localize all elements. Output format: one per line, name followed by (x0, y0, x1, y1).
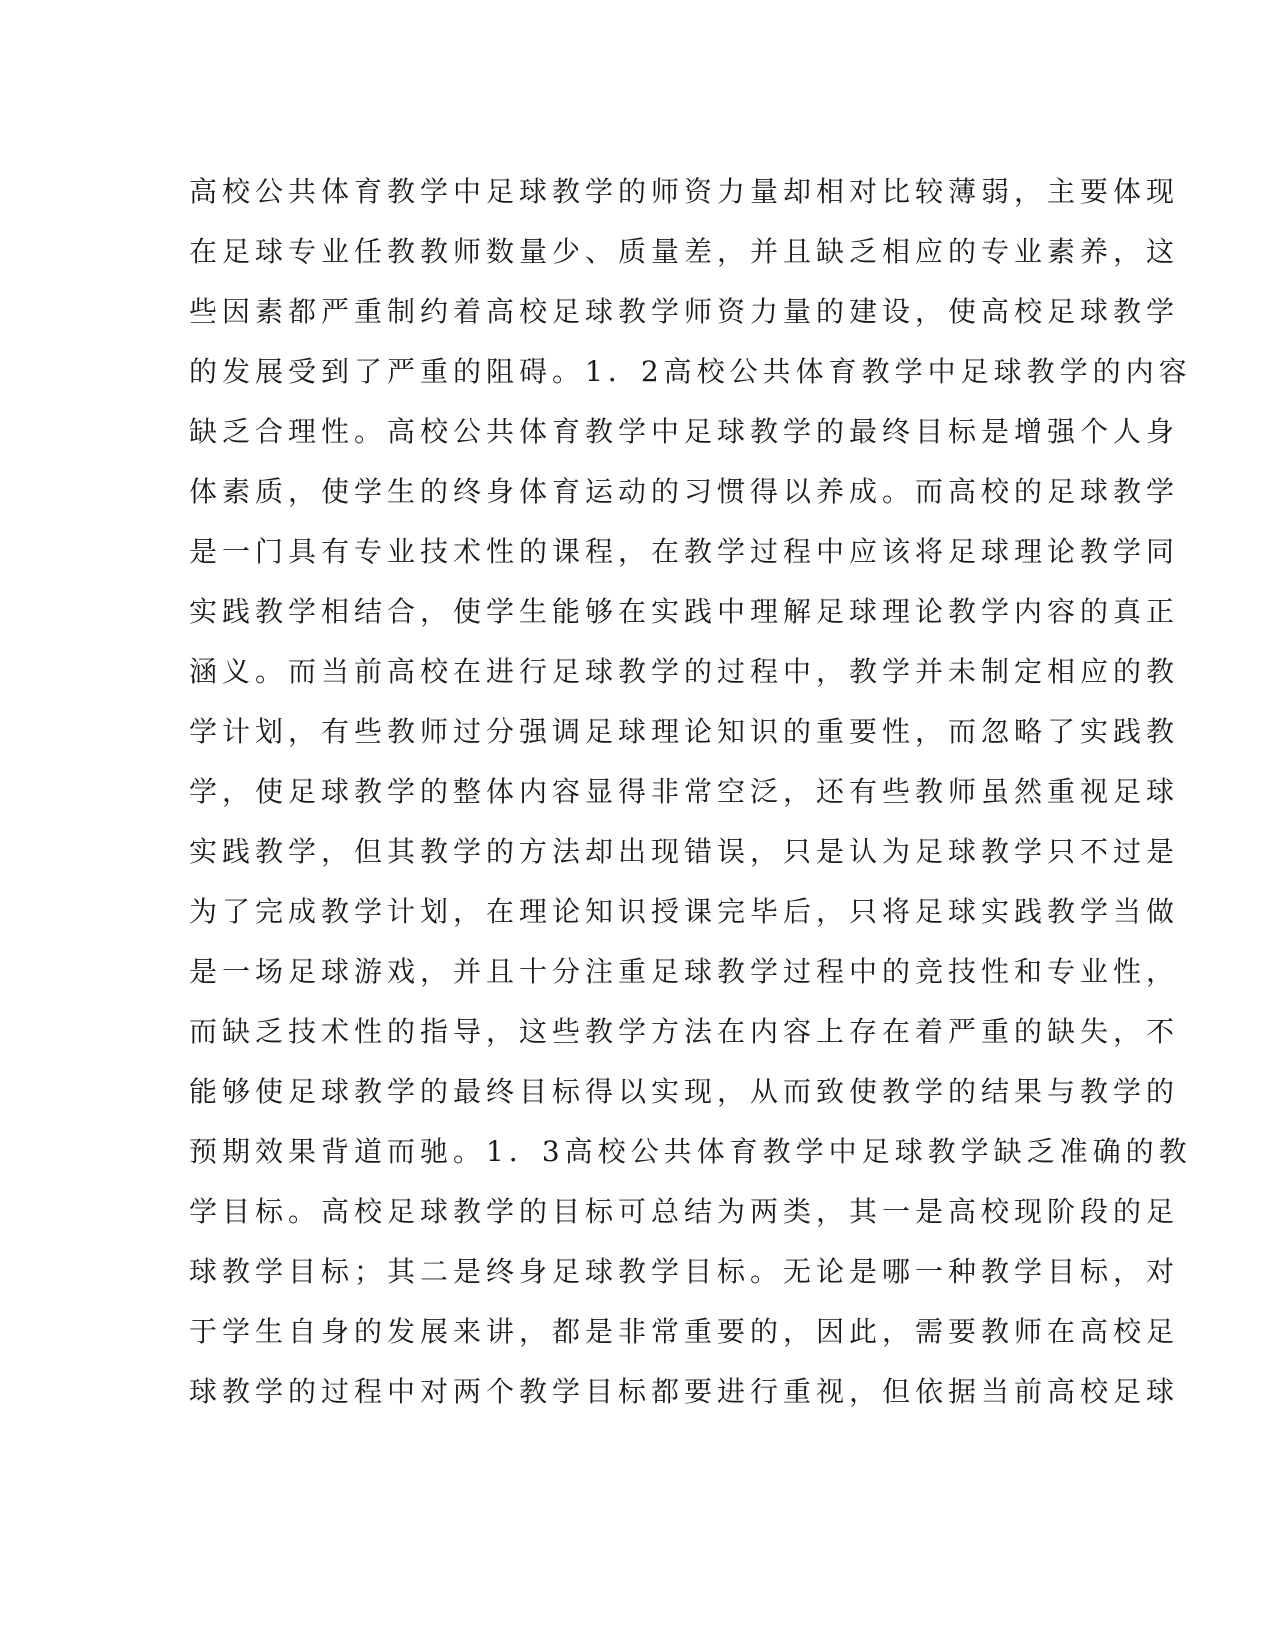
text-line: 涵义。而当前高校在进行足球教学的过程中，教学并未制定相应的教 (189, 655, 1180, 688)
text-line: 缺乏合理性。高校公共体育教学中足球教学的最终目标是增强个人身 (189, 415, 1180, 448)
text-line: 是一场足球游戏，并且十分注重足球教学过程中的竞技性和专业性， (189, 955, 1180, 988)
text-line: 高校公共体育教学中足球教学的师资力量却相对比较薄弱，主要体现 (189, 175, 1180, 208)
text-line: 为了完成教学计划，在理论知识授课完毕后，只将足球实践教学当做 (189, 895, 1180, 928)
text-line: 实践教学，但其教学的方法却出现错误，只是认为足球教学只不过是 (189, 835, 1180, 868)
text-line: 球教学的过程中对两个教学目标都要进行重视，但依据当前高校足球 (189, 1375, 1180, 1408)
text-line: 些因素都严重制约着高校足球教学师资力量的建设，使高校足球教学 (189, 295, 1180, 328)
text-line: 学计划，有些教师过分强调足球理论知识的重要性，而忽略了实践教 (189, 715, 1180, 748)
text-line: 学，使足球教学的整体内容显得非常空泛，还有些教师虽然重视足球 (189, 775, 1180, 808)
text-line: 球教学目标；其二是终身足球教学目标。无论是哪一种教学目标，对 (189, 1255, 1180, 1288)
text-line: 预期效果背道而驰。1．3高校公共体育教学中足球教学缺乏准确的教 (189, 1135, 1192, 1168)
text-line: 于学生自身的发展来讲，都是非常重要的，因此，需要教师在高校足 (189, 1315, 1180, 1348)
text-line: 的发展受到了严重的阻碍。1．2高校公共体育教学中足球教学的内容 (189, 355, 1192, 388)
text-line: 实践教学相结合，使学生能够在实践中理解足球理论教学内容的真正 (189, 595, 1180, 628)
text-line: 在足球专业任教教师数量少、质量差，并且缺乏相应的专业素养，这 (189, 235, 1180, 268)
text-line: 而缺乏技术性的指导，这些教学方法在内容上存在着严重的缺失，不 (189, 1015, 1180, 1048)
text-line: 能够使足球教学的最终目标得以实现，从而致使教学的结果与教学的 (189, 1075, 1180, 1108)
text-line: 是一门具有专业技术性的课程，在教学过程中应该将足球理论教学同 (189, 535, 1180, 568)
text-line: 学目标。高校足球教学的目标可总结为两类，其一是高校现阶段的足 (189, 1195, 1180, 1228)
body-text (189, 162, 1192, 1422)
text-line: 体素质，使学生的终身体育运动的习惯得以养成。而高校的足球教学 (189, 475, 1180, 508)
